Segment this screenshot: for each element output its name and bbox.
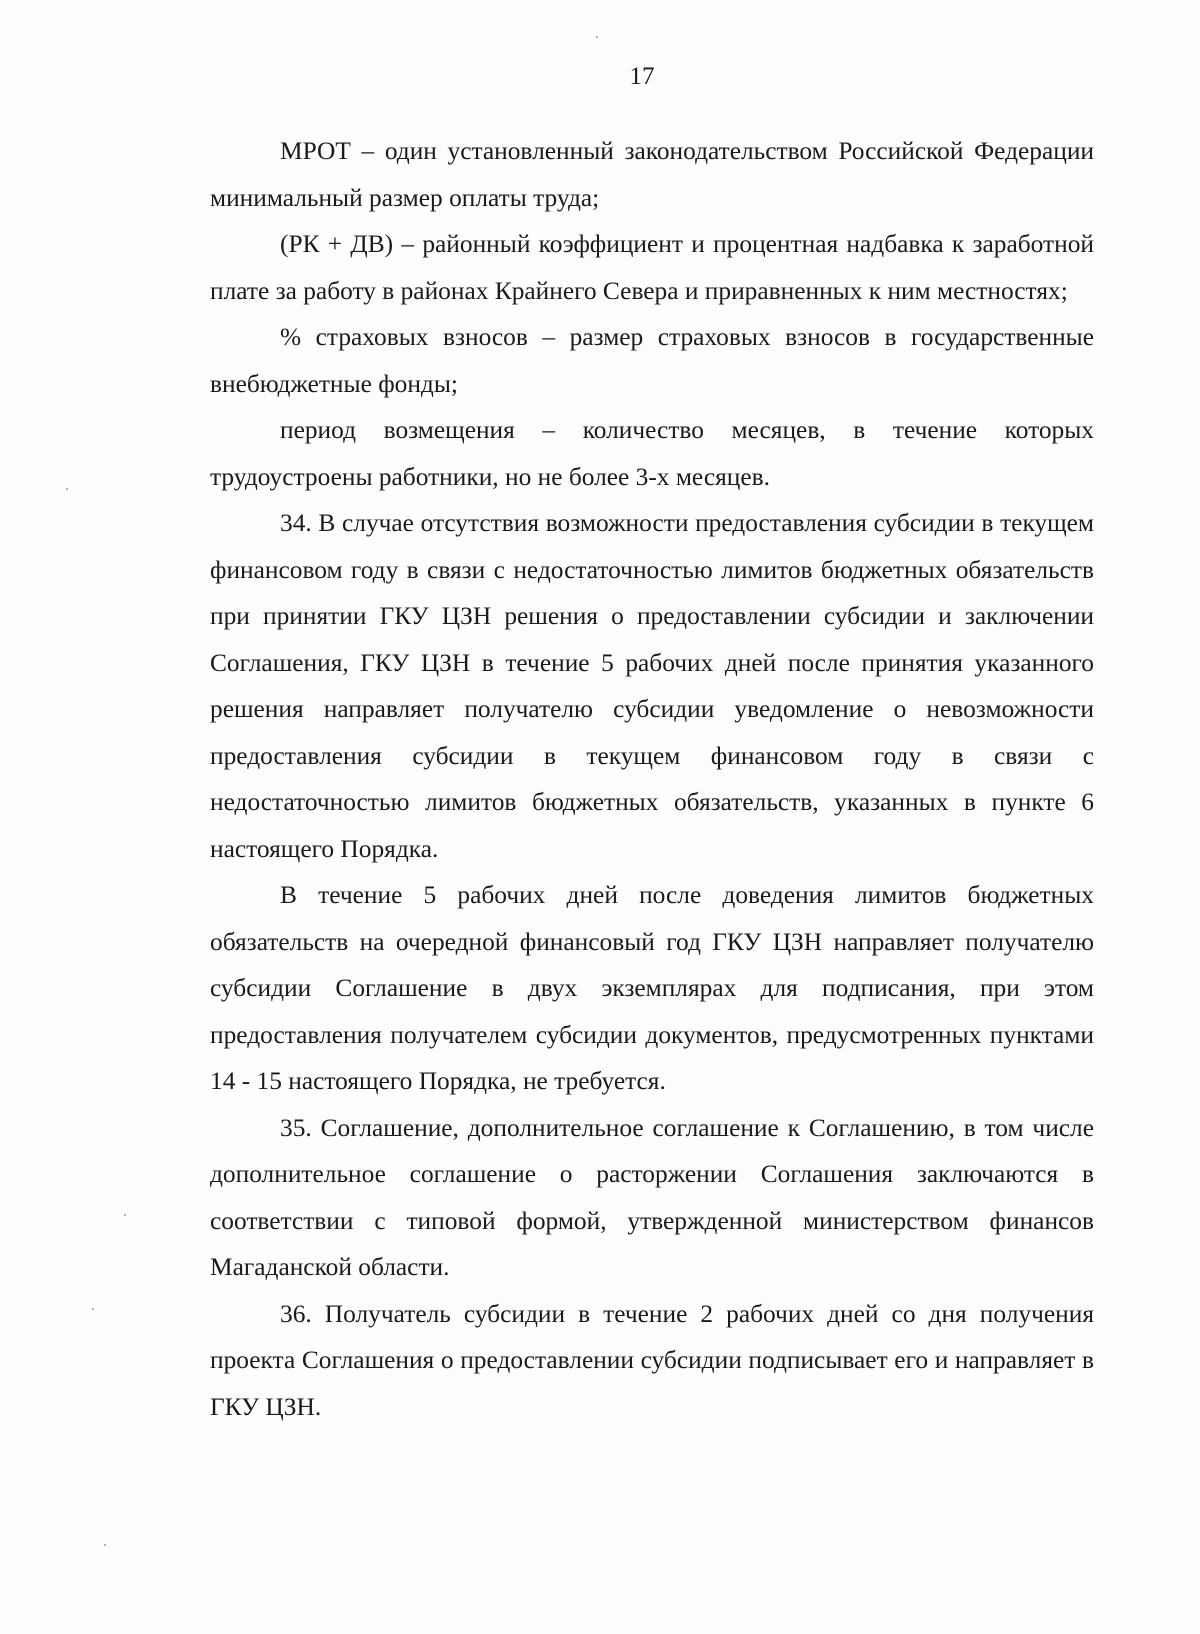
page-number: 17 (629, 63, 655, 90)
paragraph-clause-34: 34. В случае отсутствия возможности предоставления субсидии в текущем финансовом году в связи с недостаточностью лимитов бюджетных обязательств при принятии ГКУ ЦЗН решения о предоставлении субсидии и заключении Соглашения, ГКУ ЦЗН в течение 5 рабочих дней после принятия указанного решения направляет получателю субсидии уведомление о невозможности предоставления субсидии в текущем финансовом году в связи с недостаточностью лимитов бюджетных обязательств, указанных в пункте 6 настоящего Порядка. (210, 509, 1094, 863)
paragraph-rk-dv-definition: (РК + ДВ) – районный коэффициент и процентная надбавка к заработной плате за работу в районах Крайнего Севера и приравненных к ним местностях; (210, 230, 1094, 305)
paragraph-reimbursement-period: период возмещения – количество месяцев, в течение которых трудоустроены работники, но не более 3-х месяцев. (210, 416, 1094, 491)
scan-speck (124, 1214, 126, 1216)
paragraph-mrot-definition: МРОТ – один установленный законодательством Российской Федерации минимальный размер оплаты труда; (210, 137, 1094, 212)
scan-speck (92, 1308, 94, 1310)
paragraph-insurance-definition: % страховых взносов – размер страховых взносов в государственные внебюджетные фонды; (210, 323, 1094, 398)
scan-speck (596, 36, 598, 38)
scan-speck (66, 488, 68, 490)
paragraph-clause-36: 36. Получатель субсидии в течение 2 рабочих дней со дня получения проекта Соглашения о предоставлении субсидии подписывает его и направляет в ГКУ ЦЗН. (210, 1299, 1094, 1421)
document-body (210, 128, 1094, 1430)
scan-speck (104, 1544, 106, 1546)
paragraph-clause-34-continued: В течение 5 рабочих дней после доведения лимитов бюджетных обязательств на очередной финансовый год ГКУ ЦЗН направляет получателю субсидии Соглашение в двух экземплярах для подписания, при этом предоставления получателем субсидии документов, предусмотренных пунктами 14 - 15 настоящего Порядка, не требуется. (210, 881, 1094, 1095)
paragraph-clause-35: 35. Соглашение, дополнительное соглашение к Соглашению, в том числе дополнительное соглашение о расторжении Соглашения заключаются в соответствии с типовой формой, утвержденной министерством финансов Магаданской области. (210, 1113, 1094, 1281)
